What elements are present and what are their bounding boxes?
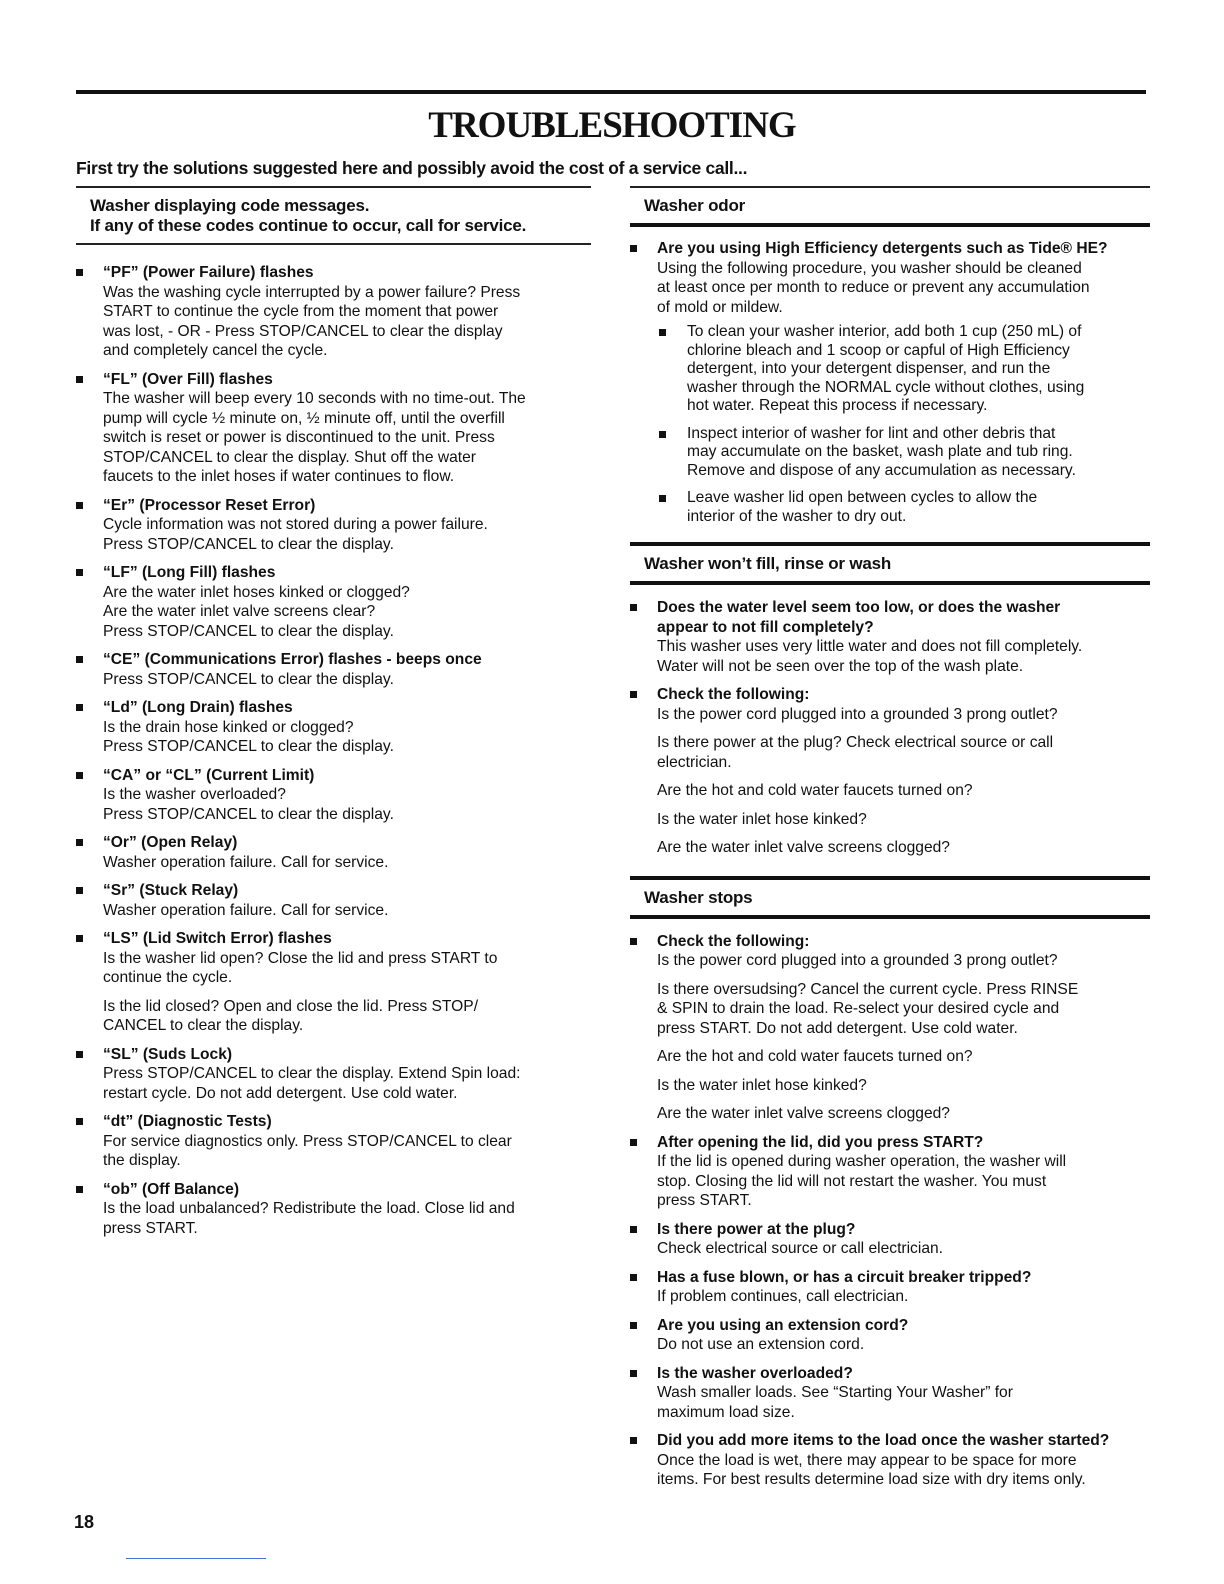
code-item — [76, 1045, 591, 1104]
section-rule — [76, 243, 591, 245]
answer: Do not use an extension cord. — [657, 1336, 865, 1353]
intro-text: First try the solutions suggested here and possibly avoid the cost of a service call... — [76, 158, 748, 178]
list-item — [630, 1220, 1150, 1259]
check-line: Is the power cord plugged into a grounded 3 prong outlet? — [657, 952, 1058, 969]
section-heading-codes — [76, 188, 591, 243]
question: Does the water level seem too low, or does the washer appear to not fill completely? — [657, 599, 1061, 636]
code-description: Press STOP/CANCEL to clear the display. Extend Spin load: restart cycle. Do not add detergent. Use cold water. — [103, 1065, 521, 1102]
code-description: Was the washing cycle interrupted by a power failure? Press START to continue the cycle from the moment that power was lost, - OR - Press STOP/CANCEL to clear the display and completely cancel the cycle. — [103, 283, 521, 359]
code-title: “Ld” (Long Drain) flashes — [103, 699, 293, 716]
answer: Check electrical source or call electrician. — [657, 1240, 943, 1257]
check-line: Are the water inlet valve screens clogged? — [657, 1105, 950, 1122]
code-title: “LS” (Lid Switch Error) flashes — [103, 930, 332, 947]
question: Check the following: — [657, 932, 810, 950]
question: Has a fuse blown, or has a circuit breaker tripped? — [657, 1268, 1032, 1286]
list-item — [630, 1268, 1150, 1307]
code-title: “dt” (Diagnostic Tests) — [103, 1113, 272, 1130]
section-heading-stops: Washer stops — [644, 887, 753, 907]
code-item — [76, 370, 591, 487]
heading-line: Washer displaying code messages. — [90, 196, 370, 215]
code-description-extra: Is the lid closed? Open and close the lid. Press STOP/ CANCEL to clear the display. — [103, 997, 479, 1034]
code-item — [76, 929, 591, 1036]
section-heading-odor: Washer odor — [644, 196, 746, 215]
odor-step: Leave washer lid open between cycles to allow the interior of the washer to dry out. — [657, 489, 1150, 526]
code-title: “FL” (Over Fill) flashes — [103, 370, 273, 388]
section-heading-fill: Washer won’t fill, rinse or wash — [644, 554, 892, 573]
code-description: Is the load unbalanced? Redistribute the load. Close lid and press START. — [103, 1200, 515, 1237]
code-item — [76, 881, 591, 920]
odor-steps — [657, 323, 1150, 526]
code-title: “Sr” (Stuck Relay) — [103, 882, 239, 899]
code-description: Washer operation failure. Call for service. — [103, 901, 389, 919]
check-line: Is the water inlet hose kinked? — [657, 810, 867, 828]
question: Check the following: — [657, 686, 810, 703]
list-item — [630, 1133, 1150, 1211]
answer: If the lid is opened during washer operation, the washer will stop. Closing the lid will not restart the washer. You must press START. — [657, 1153, 1067, 1209]
code-title: “Er” (Processor Reset Error) — [103, 496, 316, 514]
odor-list — [630, 239, 1150, 526]
code-description: Cycle information was not stored during a power failure. Press STOP/CANCEL to clear the display. — [103, 516, 488, 553]
page-title: TROUBLESHOOTING — [428, 105, 796, 146]
code-item — [76, 698, 591, 757]
list-item — [630, 598, 1150, 676]
question: Are you using High Efficiency detergents such as Tide® HE? — [657, 240, 1108, 257]
code-title: “CA” or “CL” (Current Limit) — [103, 766, 315, 784]
code-title: “LF” (Long Fill) flashes — [103, 564, 276, 581]
code-title: “CE” (Communications Error) flashes - beeps once — [103, 651, 482, 668]
code-title: “SL” (Suds Lock) — [103, 1045, 233, 1063]
code-description: Is the drain hose kinked or clogged? Press STOP/CANCEL to clear the display. — [103, 718, 394, 755]
code-title: “ob” (Off Balance) — [103, 1180, 240, 1198]
list-item — [630, 1316, 1150, 1355]
page-number: 18 — [74, 1512, 95, 1532]
question: Is the washer overloaded? — [657, 1364, 853, 1382]
code-description: Is the washer overloaded? Press STOP/CANCEL to clear the display. — [103, 786, 394, 823]
question: Are you using an extension cord? — [657, 1316, 909, 1334]
code-title: “PF” (Power Failure) flashes — [103, 264, 314, 281]
question: Is there power at the plug? — [657, 1220, 856, 1238]
section-rule — [630, 915, 1150, 919]
right-column — [630, 186, 1150, 1499]
answer: If problem continues, call electrician. — [657, 1288, 909, 1305]
section-rule — [630, 581, 1150, 585]
answer: Once the load is wet, there may appear to be space for more items. For best results determine load size with dry items only. — [657, 1451, 1086, 1488]
list-item — [630, 1364, 1150, 1423]
check-line: Is there oversudsing? Cancel the current cycle. Press RINSE & SPIN to drain the load. Re-select your desired cycle and press START. Do not add detergent. Use cold water. — [657, 980, 1079, 1037]
list-item — [630, 685, 1150, 858]
odor-step: To clean your washer interior, add both 1 cup (250 mL) of chlorine bleach and 1 scoop or capful of High Efficiency detergent, into your detergent dispenser, and run the washer through the NORMAL cycle without clothes, using hot water. Repeat this process if necessary. — [657, 323, 1150, 416]
section-rule — [630, 223, 1150, 227]
question: After opening the lid, did you press START? — [657, 1133, 984, 1151]
check-line: Is the power cord plugged into a grounded 3 prong outlet? — [657, 705, 1058, 723]
check-line: Are the water inlet valve screens clogged? — [657, 839, 950, 856]
answer: This washer uses very little water and does not fill completely. Water will not be seen over the top of the wash plate. — [657, 638, 1083, 675]
code-item — [76, 496, 591, 555]
fill-list — [630, 598, 1150, 858]
code-list — [76, 263, 591, 1238]
code-item — [76, 766, 591, 825]
answer: Using the following procedure, you washer should be cleaned at least once per month to reduce or prevent any accumulation of mold or mildew. — [657, 259, 1090, 316]
code-description: Press STOP/CANCEL to clear the display. — [103, 670, 394, 688]
code-item — [76, 263, 591, 361]
code-item — [76, 1180, 591, 1239]
code-description: For service diagnostics only. Press STOP/CANCEL to clear the display. — [103, 1132, 512, 1169]
list-item — [630, 239, 1150, 526]
code-item — [76, 563, 591, 641]
code-description: The washer will beep every 10 seconds with no time-out. The pump will cycle ½ minute on, ½ minute off, until the overfill switch is reset or power is discontinued to the unit. Press STOP/CANCEL to clear the display. Shut off the water faucets to the inlet hoses if water continues to flow. — [103, 390, 526, 485]
heading-line: If any of these codes continue to occur, call for service. — [90, 216, 527, 235]
code-item — [76, 650, 591, 689]
list-item — [630, 932, 1150, 1124]
code-description: Washer operation failure. Call for service. — [103, 853, 389, 871]
code-description: Are the water inlet hoses kinked or clogged? Are the water inlet valve screens clear? Press STOP/CANCEL to clear the display. — [103, 583, 410, 640]
check-line: Is the water inlet hose kinked? — [657, 1076, 867, 1094]
odor-step: Inspect interior of washer for lint and other debris that may accumulate on the basket, wash plate and tub ring. Remove and dispose of any accumulation as necessary. — [657, 425, 1150, 481]
check-line: Are the hot and cold water faucets turned on? — [657, 782, 973, 799]
top-rule — [76, 90, 1146, 94]
bottom-line — [126, 1558, 266, 1559]
answer: Wash smaller loads. See “Starting Your Washer” for maximum load size. — [657, 1384, 1013, 1421]
check-line: Is there power at the plug? Check electrical source or call electrician. — [657, 734, 1054, 771]
check-line: Are the hot and cold water faucets turned on? — [657, 1048, 973, 1065]
code-item — [76, 833, 591, 872]
list-item — [630, 1431, 1150, 1490]
question: Did you add more items to the load once the washer started? — [657, 1432, 1110, 1449]
stops-list — [630, 932, 1150, 1490]
left-column — [76, 186, 591, 1247]
code-item — [76, 1112, 591, 1171]
code-title: “Or” (Open Relay) — [103, 834, 238, 851]
code-description: Is the washer lid open? Close the lid and press START to continue the cycle. — [103, 949, 498, 986]
